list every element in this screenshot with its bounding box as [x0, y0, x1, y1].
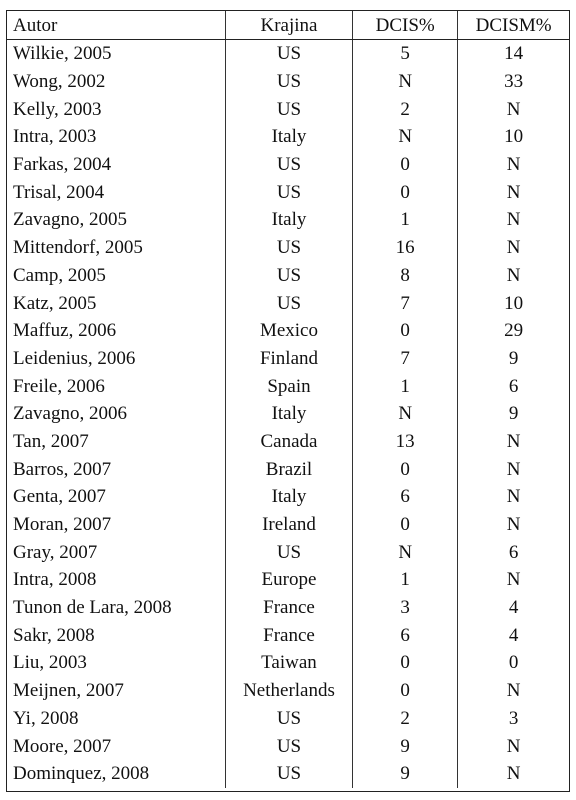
cell-krajina: US [225, 151, 352, 179]
cell-dcis: 0 [353, 151, 458, 179]
cell-krajina: Europe [225, 566, 352, 594]
cell-autor: Moran, 2007 [7, 511, 225, 539]
table-row [7, 317, 569, 345]
cell-dcism: N [458, 760, 569, 788]
cell-autor: Wilkie, 2005 [7, 40, 225, 68]
table-row [7, 677, 569, 705]
cell-dcis: 0 [353, 677, 458, 705]
table-row [7, 705, 569, 733]
cell-dcism: N [458, 511, 569, 539]
cell-autor: Gray, 2007 [7, 538, 225, 566]
cell-dcis: N [353, 68, 458, 96]
table-row [7, 151, 569, 179]
cell-autor: Zavagno, 2005 [7, 206, 225, 234]
cell-krajina: US [225, 178, 352, 206]
cell-dcis: 6 [353, 483, 458, 511]
cell-dcis: 0 [353, 317, 458, 345]
cell-krajina: US [225, 40, 352, 68]
cell-dcis: 1 [353, 372, 458, 400]
cell-dcis: N [353, 400, 458, 428]
cell-autor: Liu, 2003 [7, 649, 225, 677]
cell-krajina: US [225, 262, 352, 290]
table-header [7, 11, 569, 40]
cell-krajina: US [225, 732, 352, 760]
table-row [7, 234, 569, 262]
table-row [7, 566, 569, 594]
cell-krajina: US [225, 760, 352, 788]
cell-krajina: US [225, 705, 352, 733]
cell-krajina: US [225, 289, 352, 317]
table-row [7, 428, 569, 456]
table-row [7, 594, 569, 622]
cell-dcism: 3 [458, 705, 569, 733]
table-row [7, 372, 569, 400]
cell-dcism: N [458, 566, 569, 594]
cell-dcis: 2 [353, 95, 458, 123]
cell-dcism: 10 [458, 123, 569, 151]
cell-dcis: 13 [353, 428, 458, 456]
cell-autor: Intra, 2003 [7, 123, 225, 151]
cell-autor: Sakr, 2008 [7, 621, 225, 649]
cell-krajina: Italy [225, 483, 352, 511]
cell-krajina: France [225, 621, 352, 649]
cell-krajina: Mexico [225, 317, 352, 345]
table-row [7, 289, 569, 317]
cell-krajina: France [225, 594, 352, 622]
cell-autor: Freile, 2006 [7, 372, 225, 400]
cell-dcis: 9 [353, 760, 458, 788]
cell-autor: Moore, 2007 [7, 732, 225, 760]
cell-dcism: N [458, 151, 569, 179]
cell-autor: Tan, 2007 [7, 428, 225, 456]
header-dcis: DCIS% [353, 11, 458, 40]
cell-autor: Camp, 2005 [7, 262, 225, 290]
cell-dcism: 6 [458, 372, 569, 400]
cell-dcism: N [458, 483, 569, 511]
cell-dcism: N [458, 178, 569, 206]
header-dcism: DCISM% [458, 11, 569, 40]
cell-dcism: N [458, 428, 569, 456]
cell-dcis: 6 [353, 621, 458, 649]
cell-autor: Meijnen, 2007 [7, 677, 225, 705]
cell-dcis: 3 [353, 594, 458, 622]
cell-autor: Intra, 2008 [7, 566, 225, 594]
cell-krajina: US [225, 95, 352, 123]
table-row [7, 95, 569, 123]
cell-krajina: Finland [225, 345, 352, 373]
table-row [7, 400, 569, 428]
header-krajina: Krajina [225, 11, 352, 40]
cell-autor: Zavagno, 2006 [7, 400, 225, 428]
cell-dcis: 7 [353, 345, 458, 373]
table-row [7, 621, 569, 649]
cell-autor: Yi, 2008 [7, 705, 225, 733]
cell-krajina: Italy [225, 123, 352, 151]
cell-autor: Mittendorf, 2005 [7, 234, 225, 262]
table-row [7, 206, 569, 234]
cell-krajina: Brazil [225, 455, 352, 483]
data-table-frame [6, 10, 570, 792]
cell-krajina: Italy [225, 206, 352, 234]
cell-dcis: 9 [353, 732, 458, 760]
cell-dcis: 5 [353, 40, 458, 68]
cell-dcis: 2 [353, 705, 458, 733]
cell-dcis: 1 [353, 566, 458, 594]
cell-dcism: N [458, 95, 569, 123]
cell-dcis: N [353, 538, 458, 566]
header-autor: Autor [7, 11, 225, 40]
cell-dcism: 9 [458, 345, 569, 373]
cell-dcism: 33 [458, 68, 569, 96]
data-table [7, 11, 569, 788]
cell-dcis: 0 [353, 511, 458, 539]
cell-autor: Kelly, 2003 [7, 95, 225, 123]
cell-dcis: N [353, 123, 458, 151]
cell-autor: Trisal, 2004 [7, 178, 225, 206]
cell-krajina: US [225, 538, 352, 566]
cell-dcism: N [458, 234, 569, 262]
cell-dcis: 0 [353, 178, 458, 206]
cell-dcism: N [458, 677, 569, 705]
cell-dcism: 9 [458, 400, 569, 428]
cell-dcis: 7 [353, 289, 458, 317]
cell-dcis: 0 [353, 649, 458, 677]
cell-krajina: Taiwan [225, 649, 352, 677]
table-body [7, 40, 569, 788]
cell-autor: Wong, 2002 [7, 68, 225, 96]
cell-dcism: 0 [458, 649, 569, 677]
cell-autor: Leidenius, 2006 [7, 345, 225, 373]
table-row [7, 123, 569, 151]
table-row [7, 483, 569, 511]
cell-dcism: N [458, 206, 569, 234]
cell-autor: Genta, 2007 [7, 483, 225, 511]
table-row [7, 178, 569, 206]
table-row [7, 262, 569, 290]
cell-autor: Tunon de Lara, 2008 [7, 594, 225, 622]
cell-krajina: US [225, 68, 352, 96]
cell-dcism: 14 [458, 40, 569, 68]
cell-autor: Farkas, 2004 [7, 151, 225, 179]
table-row [7, 511, 569, 539]
cell-dcis: 8 [353, 262, 458, 290]
cell-autor: Barros, 2007 [7, 455, 225, 483]
table-row [7, 455, 569, 483]
cell-dcis: 1 [353, 206, 458, 234]
table-row [7, 649, 569, 677]
header-row [7, 11, 569, 40]
table-row [7, 732, 569, 760]
table-row [7, 538, 569, 566]
cell-dcism: N [458, 262, 569, 290]
cell-dcism: 4 [458, 594, 569, 622]
cell-krajina: Canada [225, 428, 352, 456]
cell-dcis: 0 [353, 455, 458, 483]
table-row [7, 760, 569, 788]
cell-krajina: Italy [225, 400, 352, 428]
cell-dcis: 16 [353, 234, 458, 262]
cell-krajina: Spain [225, 372, 352, 400]
cell-dcism: 4 [458, 621, 569, 649]
cell-dcism: 10 [458, 289, 569, 317]
table-row [7, 40, 569, 68]
cell-autor: Maffuz, 2006 [7, 317, 225, 345]
cell-dcism: 29 [458, 317, 569, 345]
cell-autor: Katz, 2005 [7, 289, 225, 317]
table-row [7, 345, 569, 373]
cell-krajina: Netherlands [225, 677, 352, 705]
cell-dcism: 6 [458, 538, 569, 566]
table-row [7, 68, 569, 96]
cell-krajina: Ireland [225, 511, 352, 539]
cell-dcism: N [458, 732, 569, 760]
cell-autor: Dominquez, 2008 [7, 760, 225, 788]
cell-dcism: N [458, 455, 569, 483]
cell-krajina: US [225, 234, 352, 262]
